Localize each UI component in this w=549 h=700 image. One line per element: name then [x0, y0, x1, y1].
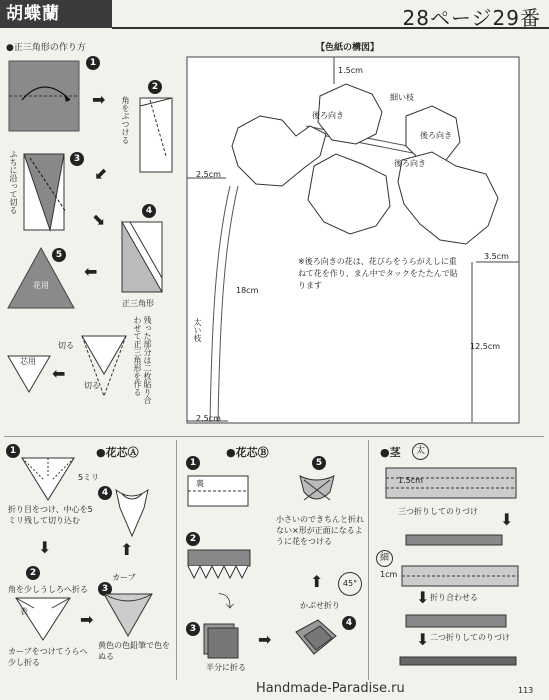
dim-3-5cm-right: 3.5cm [484, 252, 509, 261]
cut-label-2: 切る [84, 381, 100, 390]
pistil-a-section-title: ●花芯Ⓐ [96, 446, 139, 459]
pistil-b-step-3-text: 半分に折る [206, 663, 246, 672]
stem-section-title: ●茎 [380, 446, 401, 459]
column-divider-1 [176, 440, 177, 680]
right-arrow-icon: ➡ [258, 630, 272, 649]
right-arrow-icon: ➡ [80, 610, 94, 629]
back-facing-label-1: 後ろ向き [312, 111, 344, 120]
pistil-a-curve-illustration [100, 586, 156, 638]
triangle-step-4-number: 4 [142, 204, 156, 218]
triangle-section-title: ●正三角形の作り方 [6, 43, 86, 53]
pistil-a-finished-illustration [110, 484, 154, 538]
pistil-b-fringe-illustration [186, 548, 252, 584]
square-paper-illustration [8, 60, 80, 132]
triangle-step-3-number: 3 [70, 152, 84, 166]
dim-1-5cm-top: 1.5cm [338, 66, 363, 75]
dim-1-5cm-stem: 1.5cm [398, 476, 423, 485]
thin-badge: 細 [376, 550, 393, 567]
thick-branch-label: 太い枝 [193, 318, 202, 342]
column-divider-2 [368, 440, 369, 680]
pistil-a-cut-illustration [20, 454, 76, 502]
left-arrow-icon: ⬅ [52, 364, 66, 383]
remaining-part-text: 残った部分は二枚貼り合わせて正三角形を作る [133, 316, 152, 404]
pistil-a-step-4-text: 黄色の色鉛筆で色をぬる [98, 641, 170, 661]
right-arrow-icon: ➡ [92, 90, 106, 109]
triangle-step-4-text: 正三角形 [122, 299, 154, 308]
pistil-b-finished-illustration [294, 470, 340, 510]
pistil-a-fold-illustration [14, 594, 72, 642]
flower-use-label: 花用 [33, 281, 49, 290]
flower-triangle-illustration [6, 246, 76, 310]
pistil-a-step-1-text: 折り目をつけ、中心を5ミリ残して切り込む [8, 505, 93, 525]
pistil-b-fold-over-illustration [290, 614, 340, 660]
dim-2-5cm-bottom: 2.5cm [196, 414, 221, 423]
page-number: 113 [518, 686, 534, 695]
pistil-b-step-2-number: 2 [186, 532, 200, 546]
section-divider [4, 436, 544, 437]
stem-step-3-text: 二つ折りしてのりづけ [430, 633, 510, 642]
pistil-use-label: 芯用 [20, 357, 36, 366]
pistil-a-step-2-number: 2 [26, 566, 40, 580]
cut-label-1: 切る [58, 341, 74, 350]
thin-branch-label: 細い枝 [390, 93, 414, 102]
left-arrow-icon: ⬅ [84, 262, 98, 281]
pistil-b-step-5-text: 小さいのできちんと折れない×形が正面になるように花をつける [276, 515, 364, 546]
dim-18cm: 18cm [236, 286, 259, 295]
pistil-a-step-2-text: 角を少しうしろへ折る [8, 585, 88, 594]
pistil-b-step-5-number: 5 [312, 456, 326, 470]
down-arrow-icon: ⬇ [38, 538, 52, 557]
layout-section-title: 【色紙の構図】 [316, 43, 380, 53]
pistil-a-step-3-number: 3 [98, 582, 112, 596]
pistil-a-step-1-number: 1 [6, 444, 20, 458]
card-layout-diagram [186, 56, 520, 424]
folded-paper-illustration [138, 96, 174, 174]
page-title: 胡蝶蘭 [0, 0, 112, 28]
pistil-b-step-3-number: 3 [186, 622, 200, 636]
back-side-label: 裏 [196, 479, 204, 488]
thick-badge: 太 [412, 443, 429, 460]
down-left-arrow-icon: ⬋ [94, 164, 108, 183]
thick-stem-rolled-illustration [404, 532, 504, 548]
dim-12-5cm: 12.5cm [470, 342, 501, 351]
cut-along-edge-illustration [22, 152, 72, 234]
triangle-step-2-text: 角をぶつける [121, 96, 130, 144]
down-arrow-icon: ⬇ [416, 588, 430, 607]
pistil-b-step-4-text: かぶせ折り [300, 601, 340, 610]
triangle-step-2-number: 2 [148, 80, 162, 94]
up-arrow-icon: ⬆ [120, 540, 134, 559]
site-watermark: Handmade-Paradise.ru [256, 681, 405, 696]
thin-stem-folded-illustration [404, 612, 508, 630]
pistil-a-step-3-text: カーブをつけてうらへ少し折る [8, 647, 88, 667]
back-facing-label-3: 後ろ向き [394, 159, 426, 168]
triangle-step-3-text: ふちに沿って切る [9, 150, 18, 214]
thin-stem-finished-illustration [398, 654, 518, 668]
curve-label: カーブ [112, 573, 136, 582]
pistil-a-step-4-number: 4 [98, 486, 112, 500]
pistil-b-step-1-number: 1 [186, 456, 200, 470]
equilateral-triangle-fold-illustration [118, 218, 168, 296]
down-right-arrow-icon: ⬊ [92, 210, 106, 229]
page-header [0, 0, 549, 30]
back-facing-label-2: 後ろ向き [420, 131, 452, 140]
triangle-step-5-number: 5 [52, 248, 66, 262]
page-reference: 28ページ29番 [402, 6, 541, 30]
pistil-b-section-title: ●花芯Ⓑ [226, 446, 269, 459]
five-mm-label: 5ミリ [78, 473, 100, 482]
dim-1cm-stem: 1cm [380, 570, 398, 579]
triangle-step-1-number: 1 [86, 56, 100, 70]
stem-step-1-text: 三つ折りしてのりづけ [398, 507, 478, 516]
down-arrow-icon: ⬇ [500, 510, 514, 529]
up-arrow-icon: ⬆ [310, 572, 324, 591]
pistil-b-step-4-number: 4 [342, 616, 356, 630]
curved-arrow-icon: ⤵ [218, 592, 235, 611]
stem-step-2-text: 折り合わせる [430, 593, 478, 602]
back-facing-note: ※後ろ向きの花は、花びらをうらがえしに重ねて花を作り、まん中でタックをたたんで貼ります [298, 257, 458, 290]
pistil-b-fold-half-illustration [200, 620, 242, 660]
down-arrow-icon: ⬇ [416, 630, 430, 649]
front-side-label: 表 [20, 607, 28, 616]
dim-2-5cm-left: 2.5cm [196, 170, 221, 179]
angle-45-label: 45° [338, 572, 362, 596]
